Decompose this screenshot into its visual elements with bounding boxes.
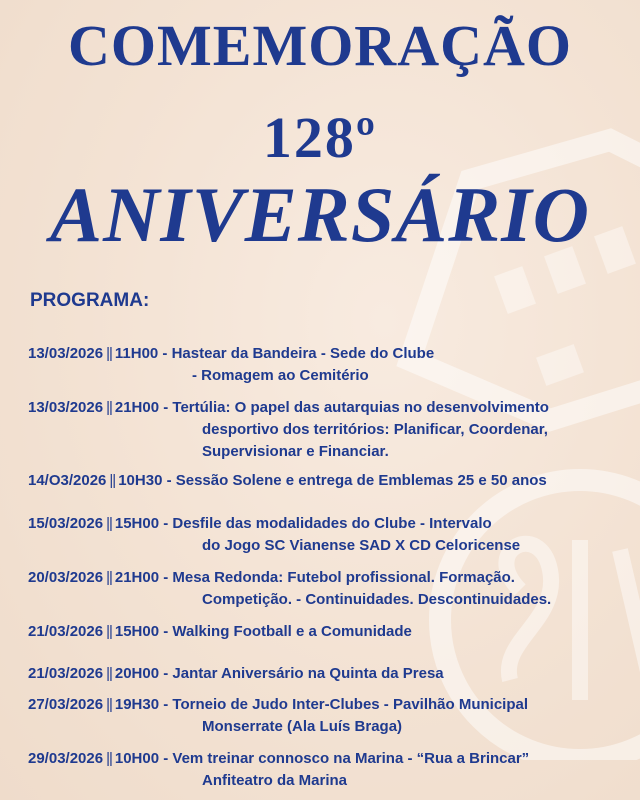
event-description-continued: Anfiteatro da Marina — [202, 772, 348, 789]
event-description: - Sessão Solene e entrega de Emblemas 25 e 50 anos — [166, 472, 547, 489]
event-time: 21H00 — [114, 399, 164, 416]
event-description: - Tertúlia: O papel das autarquias no desenvolvimento — [163, 399, 549, 416]
event-description-continued: Monserrate (Ala Luís Braga) — [202, 718, 403, 735]
program-event — [28, 621, 412, 643]
title-anniversary: ANIVERSÁRIO — [50, 171, 590, 258]
event-separator: || — [106, 569, 112, 586]
event-first-line — [28, 567, 551, 589]
title-anniversary-number: 128º — [262, 105, 378, 170]
program-event — [28, 748, 529, 792]
event-description-continued: desportivo dos territórios: Planificar, Coordenar, — [202, 421, 548, 438]
program-event — [28, 470, 547, 492]
event-description-continued: Competição. - Continuidades. Descontinuidades. — [202, 591, 552, 608]
event-separator: || — [106, 345, 112, 362]
title-commemoration: COMEMORAÇÃO — [68, 13, 572, 78]
program-event — [28, 397, 549, 463]
event-first-line — [28, 621, 412, 643]
event-first-line — [28, 748, 529, 770]
program-event — [28, 663, 444, 685]
event-first-line — [28, 343, 434, 365]
program-event — [28, 513, 520, 557]
event-date: 27/03/2026 — [28, 696, 104, 713]
event-first-line — [28, 513, 520, 535]
event-date: 13/03/2026 — [28, 399, 104, 416]
event-separator: || — [106, 665, 112, 682]
event-separator: || — [106, 623, 112, 640]
event-first-line — [28, 397, 549, 419]
program-event — [28, 343, 434, 387]
program-event — [28, 567, 551, 611]
event-description: - Vem treinar connosco na Marina - “Rua a Brincar” — [163, 750, 530, 767]
event-first-line — [28, 470, 547, 492]
event-description: - Walking Football e a Comunidade — [163, 623, 412, 640]
event-description-continued: Supervisionar e Financiar. — [202, 443, 389, 460]
event-separator: || — [106, 696, 112, 713]
event-time: 21H00 — [114, 569, 164, 586]
event-date: 13/03/2026 — [28, 345, 104, 362]
event-date: 14/O3/2026 — [28, 472, 107, 489]
event-time: 20H00 — [114, 665, 164, 682]
event-date: 29/03/2026 — [28, 750, 104, 767]
event-separator: || — [106, 399, 112, 416]
event-separator: || — [109, 472, 116, 489]
event-description: - Jantar Aniversário na Quinta da Presa — [163, 665, 444, 682]
event-time: 15H00 — [114, 515, 164, 532]
event-description-continued: do Jogo SC Vianense SAD X CD Celoricense — [202, 537, 521, 554]
program-event — [28, 694, 528, 738]
event-description: - Hastear da Bandeira - Sede do Clube — [162, 345, 435, 362]
event-description: - Torneio de Judo Inter-Clubes - Pavilhão Municipal — [163, 696, 529, 713]
event-description: - Mesa Redonda: Futebol profissional. Formação. — [163, 569, 515, 586]
event-description-continued: - Romagem ao Cemitério — [192, 367, 369, 384]
event-time: 19H30 — [114, 696, 164, 713]
event-date: 21/03/2026 — [28, 665, 104, 682]
event-time: 10H30 — [118, 472, 167, 489]
event-time: 11H00 — [114, 345, 163, 362]
event-separator: || — [106, 750, 112, 767]
event-separator: || — [106, 515, 112, 532]
programa-heading: PROGRAMA: — [30, 290, 150, 311]
event-first-line — [28, 663, 444, 685]
event-date: 20/03/2026 — [28, 569, 104, 586]
event-time: 15H00 — [114, 623, 164, 640]
event-description: - Desfile das modalidades do Clube - Intervalo — [163, 515, 492, 532]
event-first-line — [28, 694, 528, 716]
event-date: 15/03/2026 — [28, 515, 104, 532]
event-time: 10H00 — [114, 750, 164, 767]
event-date: 21/03/2026 — [28, 623, 104, 640]
